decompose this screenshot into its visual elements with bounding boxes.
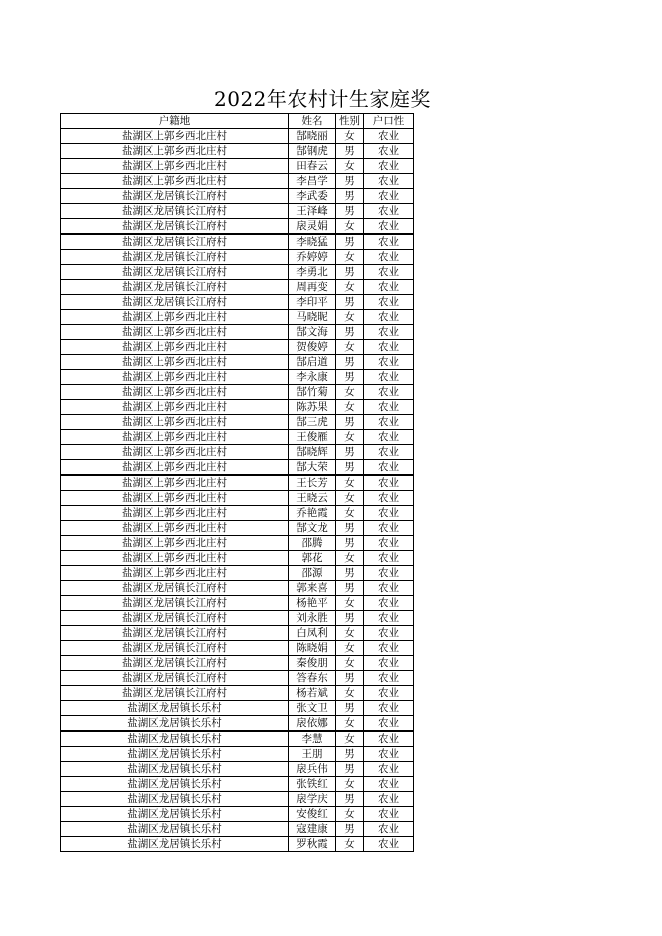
cell-household-registration[interactable]: 盐湖区龙居镇长江府村 [61,189,289,204]
table-row [61,159,414,174]
cell-household-registration[interactable]: 盐湖区上郭乡西北庄村 [61,144,289,159]
cell-household-registration[interactable]: 盐湖区龙居镇长乐村 [61,792,289,807]
cell-gender[interactable]: 女 [336,310,364,325]
table-row [61,325,414,340]
cell-household-registration[interactable]: 盐湖区龙居镇长江府村 [61,250,289,265]
cell-name[interactable]: 王俊雁 [289,430,336,445]
cell-household-registration[interactable]: 盐湖区上郭乡西北庄村 [61,460,289,476]
table-row [61,807,414,822]
table-row [61,174,414,189]
cell-gender[interactable]: 女 [336,641,364,656]
cell-name[interactable]: 田春云 [289,159,336,174]
table-row [61,626,414,641]
cell-gender[interactable]: 男 [336,355,364,370]
table-row [61,792,414,807]
cell-hukou-type[interactable]: 农业 [364,204,414,219]
cell-household-registration[interactable]: 盐湖区上郭乡西北庄村 [61,340,289,355]
cell-name[interactable]: 乔艳霞 [289,506,336,521]
cell-hukou-type[interactable]: 农业 [364,340,414,355]
cell-name[interactable]: 王泽峰 [289,204,336,219]
cell-hukou-type[interactable]: 农业 [364,747,414,762]
table-row [61,430,414,445]
cell-gender[interactable]: 女 [336,837,364,852]
cell-hukou-type[interactable]: 农业 [364,189,414,204]
column-header-name[interactable]: 姓名 [289,114,336,129]
cell-gender[interactable]: 男 [336,189,364,204]
cell-household-registration[interactable]: 盐湖区龙居镇长乐村 [61,807,289,822]
cell-gender[interactable]: 男 [336,671,364,686]
cell-name[interactable]: 郜三虎 [289,415,336,430]
cell-hukou-type[interactable]: 农业 [364,762,414,777]
cell-gender[interactable]: 女 [336,159,364,174]
cell-name[interactable]: 李晓猛 [289,234,336,250]
cell-name[interactable]: 邵腾 [289,536,336,551]
table-row [61,385,414,400]
cell-household-registration[interactable]: 盐湖区龙居镇长江府村 [61,686,289,701]
cell-household-registration[interactable]: 盐湖区龙居镇长乐村 [61,701,289,716]
cell-household-registration[interactable]: 盐湖区龙居镇长乐村 [61,777,289,792]
cell-hukou-type[interactable]: 农业 [364,370,414,385]
cell-gender[interactable]: 男 [336,747,364,762]
cell-household-registration[interactable]: 盐湖区上郭乡西北庄村 [61,400,289,415]
cell-hukou-type[interactable]: 农业 [364,385,414,400]
cell-name[interactable]: 郜竹菊 [289,385,336,400]
table-row [61,310,414,325]
table-row [61,445,414,460]
cell-gender[interactable]: 男 [336,822,364,837]
cell-gender[interactable]: 男 [336,536,364,551]
cell-gender[interactable]: 男 [336,792,364,807]
cell-gender[interactable]: 女 [336,475,364,491]
cell-gender[interactable]: 女 [336,551,364,566]
table-row [61,129,414,144]
cell-hukou-type[interactable]: 农业 [364,777,414,792]
cell-hukou-type[interactable]: 农业 [364,596,414,611]
cell-hukou-type[interactable]: 农业 [364,475,414,491]
cell-hukou-type[interactable]: 农业 [364,400,414,415]
cell-name[interactable]: 王朋 [289,747,336,762]
cell-hukou-type[interactable]: 农业 [364,551,414,566]
table-row [61,400,414,415]
cell-household-registration[interactable]: 盐湖区上郭乡西北庄村 [61,325,289,340]
cell-household-registration[interactable]: 盐湖区上郭乡西北庄村 [61,415,289,430]
cell-name[interactable]: 刘永胜 [289,611,336,626]
cell-hukou-type[interactable]: 农业 [364,566,414,581]
cell-name[interactable]: 郜启道 [289,355,336,370]
cell-household-registration[interactable]: 盐湖区上郭乡西北庄村 [61,536,289,551]
cell-gender[interactable]: 男 [336,265,364,280]
cell-household-registration[interactable]: 盐湖区龙居镇长江府村 [61,656,289,671]
cell-gender[interactable]: 女 [336,716,364,732]
cell-hukou-type[interactable]: 农业 [364,234,414,250]
cell-gender[interactable]: 男 [336,204,364,219]
cell-hukou-type[interactable]: 农业 [364,310,414,325]
cell-gender[interactable]: 女 [336,731,364,747]
table-row [61,581,414,596]
cell-gender[interactable]: 女 [336,596,364,611]
cell-name[interactable]: 乔婷婷 [289,250,336,265]
column-header-gender[interactable]: 性别 [336,114,364,129]
table-row [61,731,414,747]
cell-hukou-type[interactable]: 农业 [364,521,414,536]
cell-gender[interactable]: 女 [336,385,364,400]
cell-gender[interactable]: 男 [336,701,364,716]
cell-gender[interactable]: 男 [336,234,364,250]
cell-gender[interactable]: 女 [336,491,364,506]
table-row [61,701,414,716]
cell-name[interactable]: 郜钢虎 [289,144,336,159]
cell-name[interactable]: 杨艳平 [289,596,336,611]
cell-household-registration[interactable]: 盐湖区龙居镇长江府村 [61,234,289,250]
table-row [61,204,414,219]
cell-hukou-type[interactable]: 农业 [364,506,414,521]
cell-household-registration[interactable]: 盐湖区上郭乡西北庄村 [61,385,289,400]
cell-hukou-type[interactable]: 农业 [364,731,414,747]
cell-household-registration[interactable]: 盐湖区上郭乡西北庄村 [61,174,289,189]
cell-hukou-type[interactable]: 农业 [364,822,414,837]
table-row [61,671,414,686]
cell-gender[interactable]: 女 [336,777,364,792]
cell-hukou-type[interactable]: 农业 [364,219,414,235]
table-row [61,656,414,671]
cell-gender[interactable]: 男 [336,460,364,476]
table-row [61,596,414,611]
cell-name[interactable]: 李慧 [289,731,336,747]
table-row [61,415,414,430]
cell-household-registration[interactable]: 盐湖区龙居镇长江府村 [61,219,289,235]
cell-hukou-type[interactable]: 农业 [364,701,414,716]
cell-household-registration[interactable]: 盐湖区上郭乡西北庄村 [61,506,289,521]
cell-household-registration[interactable]: 盐湖区上郭乡西北庄村 [61,355,289,370]
cell-household-registration[interactable]: 盐湖区龙居镇长乐村 [61,747,289,762]
cell-household-registration[interactable]: 盐湖区上郭乡西北庄村 [61,445,289,460]
table-row [61,250,414,265]
cell-hukou-type[interactable]: 农业 [364,536,414,551]
cell-hukou-type[interactable]: 农业 [364,325,414,340]
column-header-household-registration[interactable]: 户籍地 [61,114,289,129]
column-header-hukou-type[interactable]: 户口性 [364,114,414,129]
cell-household-registration[interactable]: 盐湖区上郭乡西北庄村 [61,159,289,174]
table-row [61,521,414,536]
cell-gender[interactable]: 女 [336,807,364,822]
cell-hukou-type[interactable]: 农业 [364,626,414,641]
cell-gender[interactable]: 女 [336,656,364,671]
cell-household-registration[interactable]: 盐湖区上郭乡西北庄村 [61,475,289,491]
cell-gender[interactable]: 女 [336,430,364,445]
cell-name[interactable]: 杨若斌 [289,686,336,701]
cell-name[interactable]: 郜晓辉 [289,445,336,460]
cell-gender[interactable]: 男 [336,762,364,777]
cell-gender[interactable]: 女 [336,280,364,295]
table-row [61,189,414,204]
cell-hukou-type[interactable]: 农业 [364,445,414,460]
cell-hukou-type[interactable]: 农业 [364,174,414,189]
cell-household-registration[interactable]: 盐湖区上郭乡西北庄村 [61,430,289,445]
cell-name[interactable]: 邵源 [289,566,336,581]
cell-gender[interactable]: 男 [336,445,364,460]
table-row [61,551,414,566]
cell-household-registration[interactable]: 盐湖区龙居镇长乐村 [61,822,289,837]
cell-hukou-type[interactable]: 农业 [364,295,414,310]
table-row [61,370,414,385]
cell-hukou-type[interactable]: 农业 [364,159,414,174]
cell-hukou-type[interactable]: 农业 [364,250,414,265]
cell-name[interactable]: 李昌学 [289,174,336,189]
cell-name[interactable]: 答春东 [289,671,336,686]
cell-gender[interactable]: 男 [336,370,364,385]
cell-household-registration[interactable]: 盐湖区龙居镇长江府村 [61,280,289,295]
cell-household-registration[interactable]: 盐湖区上郭乡西北庄村 [61,521,289,536]
table-row [61,295,414,310]
cell-name[interactable]: 周再变 [289,280,336,295]
cell-household-registration[interactable]: 盐湖区龙居镇长江府村 [61,581,289,596]
table-row [61,611,414,626]
cell-gender[interactable]: 男 [336,174,364,189]
cell-name[interactable]: 扆依娜 [289,716,336,732]
cell-gender[interactable]: 女 [336,129,364,144]
cell-gender[interactable]: 女 [336,250,364,265]
cell-household-registration[interactable]: 盐湖区龙居镇长江府村 [61,611,289,626]
cell-gender[interactable]: 男 [336,415,364,430]
cell-name[interactable]: 安俊红 [289,807,336,822]
cell-name[interactable]: 秦俊朋 [289,656,336,671]
cell-household-registration[interactable]: 盐湖区上郭乡西北庄村 [61,310,289,325]
cell-gender[interactable]: 男 [336,611,364,626]
table-row [61,355,414,370]
cell-hukou-type[interactable]: 农业 [364,807,414,822]
cell-hukou-type[interactable]: 农业 [364,581,414,596]
cell-hukou-type[interactable]: 农业 [364,430,414,445]
table-row [61,777,414,792]
cell-gender[interactable]: 女 [336,626,364,641]
header-row [61,114,414,129]
cell-hukou-type[interactable]: 农业 [364,415,414,430]
table-row [61,536,414,551]
cell-name[interactable]: 郭来喜 [289,581,336,596]
table-row [61,491,414,506]
cell-hukou-type[interactable]: 农业 [364,611,414,626]
cell-name[interactable]: 郜大荣 [289,460,336,476]
table-row [61,837,414,852]
page-title: 2022年农村计生家庭奖 [214,87,431,111]
cell-hukou-type[interactable]: 农业 [364,280,414,295]
cell-hukou-type[interactable]: 农业 [364,265,414,280]
cell-name[interactable]: 扆学庆 [289,792,336,807]
cell-household-registration[interactable]: 盐湖区龙居镇长江府村 [61,295,289,310]
cell-name[interactable]: 罗秋霞 [289,837,336,852]
cell-name[interactable]: 李勇北 [289,265,336,280]
cell-name[interactable]: 扆灵娟 [289,219,336,235]
cell-name[interactable]: 李武委 [289,189,336,204]
table-row [61,280,414,295]
data-table [60,113,414,852]
cell-gender[interactable]: 女 [336,506,364,521]
cell-name[interactable]: 张文卫 [289,701,336,716]
cell-name[interactable]: 郜文龙 [289,521,336,536]
cell-hukou-type[interactable]: 农业 [364,460,414,476]
table-row [61,641,414,656]
cell-name[interactable]: 李印平 [289,295,336,310]
table-row [61,340,414,355]
cell-name[interactable]: 白凤利 [289,626,336,641]
cell-hukou-type[interactable]: 农业 [364,671,414,686]
cell-household-registration[interactable]: 盐湖区龙居镇长乐村 [61,716,289,732]
cell-household-registration[interactable]: 盐湖区龙居镇长江府村 [61,596,289,611]
cell-gender[interactable]: 女 [336,686,364,701]
cell-gender[interactable]: 女 [336,400,364,415]
cell-household-registration[interactable]: 盐湖区龙居镇长江府村 [61,671,289,686]
table-row [61,265,414,280]
cell-gender[interactable]: 男 [336,521,364,536]
table-row [61,219,414,235]
cell-hukou-type[interactable]: 农业 [364,656,414,671]
table-header [61,114,414,129]
cell-gender[interactable]: 男 [336,566,364,581]
cell-household-registration[interactable]: 盐湖区上郭乡西北庄村 [61,491,289,506]
table-row [61,475,414,491]
cell-name[interactable]: 马晓昵 [289,310,336,325]
cell-household-registration[interactable]: 盐湖区龙居镇长乐村 [61,837,289,852]
cell-hukou-type[interactable]: 农业 [364,355,414,370]
cell-gender[interactable]: 男 [336,144,364,159]
table-row [61,716,414,732]
cell-household-registration[interactable]: 盐湖区上郭乡西北庄村 [61,566,289,581]
table-row [61,144,414,159]
table-row [61,686,414,701]
cell-name[interactable]: 扆兵伟 [289,762,336,777]
cell-hukou-type[interactable]: 农业 [364,129,414,144]
cell-gender[interactable]: 女 [336,340,364,355]
table-row [61,234,414,250]
cell-household-registration[interactable]: 盐湖区上郭乡西北庄村 [61,129,289,144]
cell-gender[interactable]: 男 [336,581,364,596]
cell-name[interactable]: 郜文海 [289,325,336,340]
cell-name[interactable]: 张铁红 [289,777,336,792]
cell-household-registration[interactable]: 盐湖区上郭乡西北庄村 [61,551,289,566]
cell-household-registration[interactable]: 盐湖区龙居镇长江府村 [61,626,289,641]
cell-household-registration[interactable]: 盐湖区龙居镇长江府村 [61,641,289,656]
cell-name[interactable]: 贺俊婷 [289,340,336,355]
cell-hukou-type[interactable]: 农业 [364,491,414,506]
cell-household-registration[interactable]: 盐湖区龙居镇长乐村 [61,762,289,777]
cell-name[interactable]: 郭花 [289,551,336,566]
table-row [61,506,414,521]
table-row [61,747,414,762]
cell-hukou-type[interactable]: 农业 [364,641,414,656]
table-row [61,566,414,581]
cell-name[interactable]: 陈晓娟 [289,641,336,656]
cell-name[interactable]: 李永康 [289,370,336,385]
cell-household-registration[interactable]: 盐湖区龙居镇长江府村 [61,204,289,219]
table-body [61,129,414,852]
table-row [61,762,414,777]
cell-hukou-type[interactable]: 农业 [364,837,414,852]
cell-hukou-type[interactable]: 农业 [364,144,414,159]
cell-name[interactable]: 王长芳 [289,475,336,491]
cell-hukou-type[interactable]: 农业 [364,716,414,732]
cell-gender[interactable]: 男 [336,295,364,310]
cell-name[interactable]: 寇建康 [289,822,336,837]
table-row [61,460,414,476]
table-row [61,822,414,837]
cell-hukou-type[interactable]: 农业 [364,792,414,807]
cell-household-registration[interactable]: 盐湖区上郭乡西北庄村 [61,370,289,385]
cell-name[interactable]: 陈苏果 [289,400,336,415]
cell-name[interactable]: 王晓云 [289,491,336,506]
cell-household-registration[interactable]: 盐湖区龙居镇长江府村 [61,265,289,280]
cell-gender[interactable]: 女 [336,219,364,235]
cell-gender[interactable]: 男 [336,325,364,340]
cell-household-registration[interactable]: 盐湖区龙居镇长乐村 [61,731,289,747]
cell-hukou-type[interactable]: 农业 [364,686,414,701]
cell-name[interactable]: 郜晓丽 [289,129,336,144]
